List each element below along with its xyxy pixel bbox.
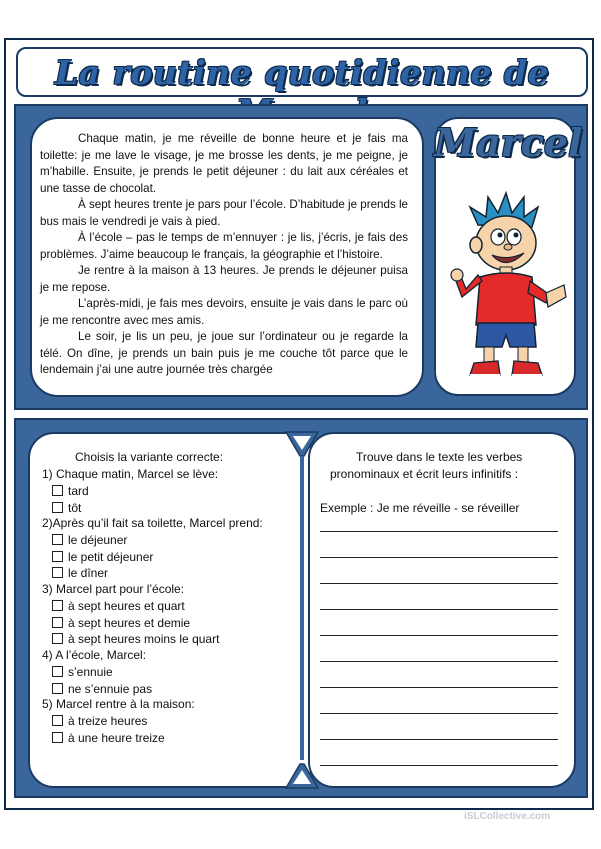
checkbox[interactable]	[52, 683, 63, 694]
boy-illustration	[440, 185, 570, 385]
story-paragraph: À l’école – pas le temps de m’ennuyer : je lis, j’écris, je fais des problèmes. J’aime beaucoup le français, la géographie et l’histoire.	[40, 231, 408, 261]
verbs-instruction-line1: Trouve dans le texte les verbes	[356, 450, 523, 464]
option-label: à treize heures	[68, 714, 148, 728]
checkbox[interactable]	[52, 732, 63, 743]
option-label: le déjeuner	[68, 533, 128, 547]
checkbox[interactable]	[52, 617, 63, 628]
question-1: 1) Chaque matin, Marcel se lève:	[42, 467, 219, 481]
option-row[interactable]	[52, 549, 153, 565]
option-row[interactable]	[52, 565, 108, 581]
option-row[interactable]	[52, 500, 81, 516]
character-name: Marcel	[434, 120, 583, 165]
option-row[interactable]	[52, 598, 185, 614]
option-row[interactable]	[52, 483, 89, 499]
answer-line[interactable]	[320, 557, 558, 558]
option-label: à une heure treize	[68, 731, 165, 745]
checkbox[interactable]	[52, 551, 63, 562]
option-label: s’ennuie	[68, 665, 113, 679]
story-paragraph: À sept heures trente je pars pour l’école. D’habitude je prends le bus mais le vendredi je vais à pied.	[40, 198, 408, 228]
option-row[interactable]	[52, 730, 165, 746]
option-label: à sept heures moins le quart	[68, 632, 220, 646]
story-paragraph: Chaque matin, je me réveille de bonne heure et je fais ma toilette: je me lave le visage, je me brosse les dents, je me peigne, je m’habille. Ensuite, je prends le petit déjeuner : du lait aux céréales et une tasse de chocolat.	[40, 132, 408, 195]
hourglass-ornament	[282, 432, 322, 788]
option-row[interactable]	[52, 681, 152, 697]
story-paragraph: L’après-midi, je fais mes devoirs, ensuite je vais dans le parc où je me rencontre avec mes amis.	[40, 297, 408, 327]
checkbox[interactable]	[52, 666, 63, 677]
answer-line[interactable]	[320, 713, 558, 714]
question-2: 2)Après qu’il fait sa toilette, Marcel prend:	[42, 516, 263, 530]
option-row[interactable]	[52, 631, 219, 647]
answer-line[interactable]	[320, 661, 558, 662]
answer-line[interactable]	[320, 739, 558, 740]
option-row[interactable]	[52, 713, 147, 729]
answer-line[interactable]	[320, 609, 558, 610]
quiz-instruction: Choisis la variante correcte:	[75, 450, 224, 464]
title-banner	[16, 47, 588, 97]
verbs-box	[308, 432, 576, 788]
answer-line[interactable]	[320, 635, 558, 636]
story-paragraph: Le soir, je lis un peu, je joue sur l’ordinateur ou je regarde la télé. On dîne, je prends un bain puis je me couche tôt parce que le lendemain j’ai une autre journée très chargée	[40, 330, 408, 376]
option-label: ne s’ennuie pas	[68, 682, 153, 696]
checkbox[interactable]	[52, 534, 63, 545]
option-row[interactable]	[52, 615, 190, 631]
answer-line[interactable]	[320, 583, 558, 584]
checkbox[interactable]	[52, 485, 63, 496]
question-4: 4) A l’école, Marcel:	[42, 648, 147, 662]
verbs-instruction-line2: pronominaux et écrit leurs infinitifs :	[330, 467, 519, 481]
option-label: le dîner	[68, 566, 109, 580]
question-5: 5) Marcel rentre à la maison:	[42, 697, 195, 711]
watermark: iSLCollective.com	[464, 811, 551, 822]
story-paragraph: Je rentre à la maison à 13 heures. Je prends le déjeuner puisa je me repose.	[40, 264, 408, 294]
checkbox[interactable]	[52, 715, 63, 726]
page-title: La routine quotidienne de	[54, 53, 550, 92]
checkbox[interactable]	[52, 633, 63, 644]
option-label: le petit déjeuner	[68, 550, 154, 564]
checkbox[interactable]	[52, 600, 63, 611]
checkbox[interactable]	[52, 567, 63, 578]
checkbox[interactable]	[52, 502, 63, 513]
answer-line[interactable]	[320, 531, 558, 532]
story-text	[40, 131, 408, 379]
option-label: à sept heures et quart	[68, 599, 185, 613]
option-label: tôt	[68, 501, 82, 515]
option-label: tard	[68, 484, 89, 498]
verbs-example: Exemple : Je me réveille - se réveiller	[320, 501, 520, 515]
option-row[interactable]	[52, 532, 127, 548]
answer-line[interactable]	[320, 765, 558, 766]
question-3: 3) Marcel part pour l’école:	[42, 582, 185, 596]
option-label: à sept heures et demie	[68, 616, 191, 630]
option-row[interactable]	[52, 664, 113, 680]
answer-line[interactable]	[320, 687, 558, 688]
